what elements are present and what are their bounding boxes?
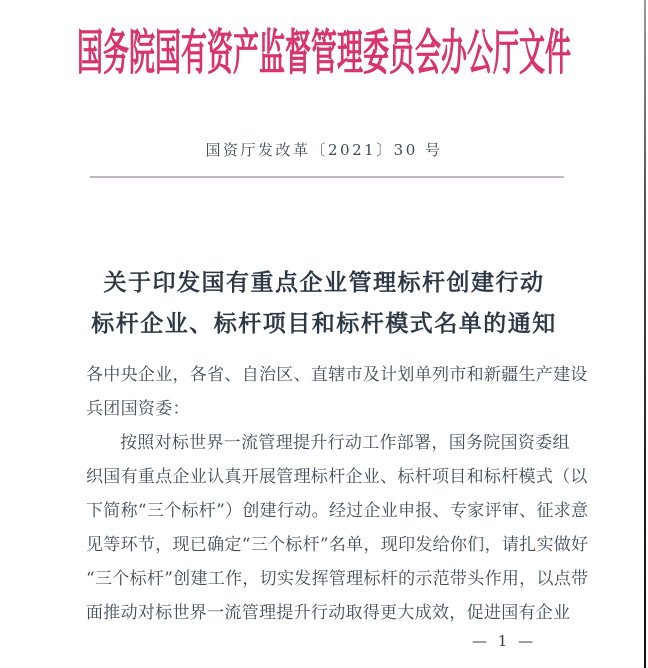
document-number: 国资厅发改革〔2021〕30 号 bbox=[205, 141, 443, 159]
document-title-line1: 关于印发国有重点企业管理标杆创建行动 bbox=[103, 269, 545, 296]
body-line: 按照对标世界一流管理提升行动工作部署，国务院国资委组 bbox=[120, 433, 570, 453]
letterhead-title: 国务院国有资产监督管理委员会办公厅文件 bbox=[76, 26, 571, 82]
document-body bbox=[86, 358, 591, 630]
page-number: — 1 — bbox=[472, 632, 537, 650]
document-title-line2: 标杆企业、标杆项目和标杆模式名单的通知 bbox=[91, 310, 557, 337]
body-line: “三个标杆”创建工作，切实发挥管理标杆的示范带头作用，以点带 bbox=[86, 569, 589, 589]
letterhead-separator-line bbox=[90, 176, 564, 178]
body-line: 兵团国资委： bbox=[86, 399, 190, 419]
document-letterhead bbox=[0, 24, 648, 84]
body-line: 下简称“三个标杆”）创建行动。经过企业申报、专家评审、征求意 bbox=[86, 501, 589, 521]
document-title bbox=[0, 262, 648, 344]
body-line: 见等环节，现已确定“三个标杆”名单，现印发给你们，请扎实做好 bbox=[86, 535, 589, 555]
body-line: 面推动对标世界一流管理提升行动取得更大成效，促进国有企业 bbox=[86, 603, 571, 623]
body-line: 各中央企业，各省、自治区、直辖市及计划单列市和新疆生产建设 bbox=[86, 365, 588, 385]
scan-edge-line bbox=[644, 0, 646, 668]
body-line: 织国有重点企业认真开展管理标杆企业、标杆项目和标杆模式（以 bbox=[86, 467, 588, 487]
